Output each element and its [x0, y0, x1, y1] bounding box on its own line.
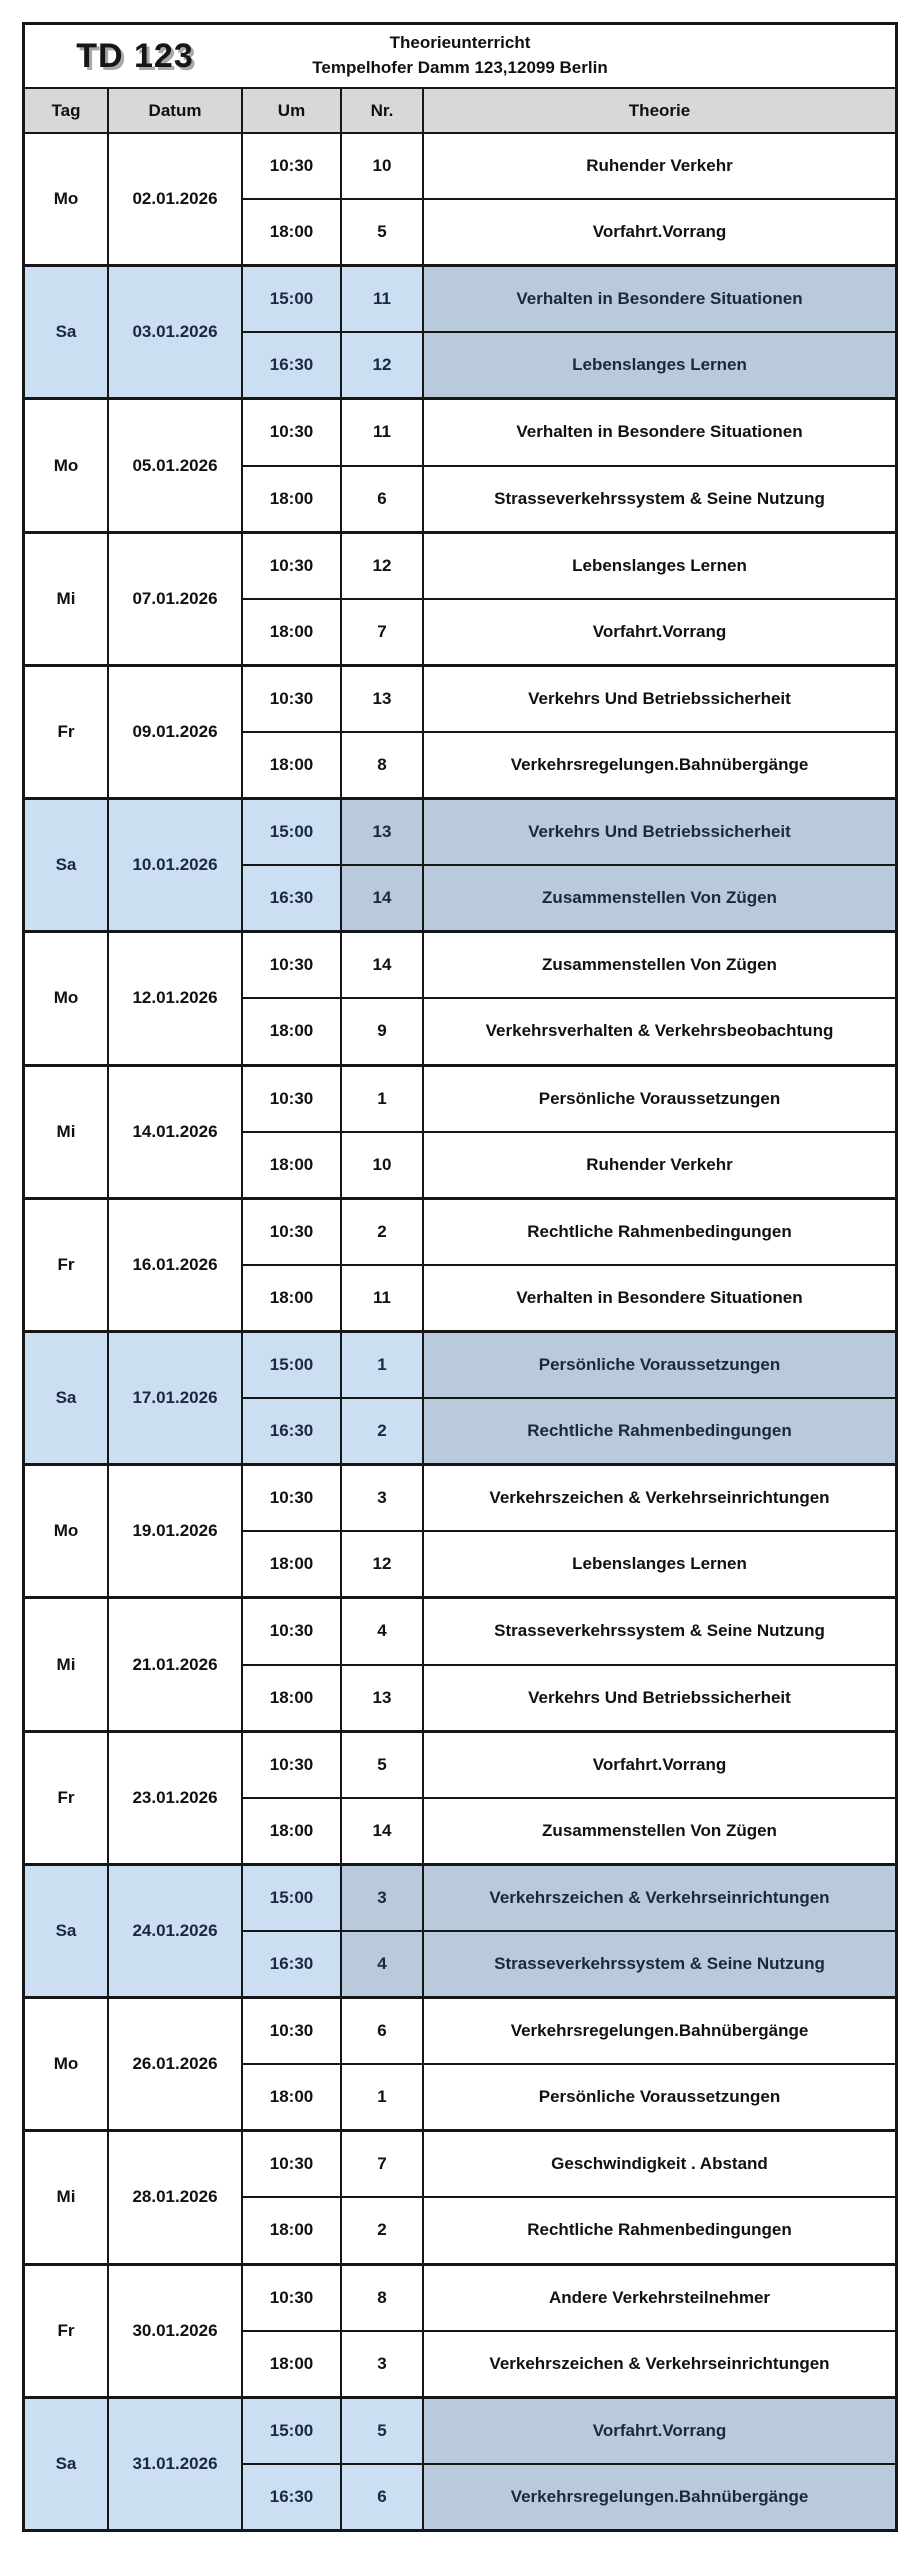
- lesson-row: [243, 1532, 895, 1596]
- day-cell: Mo: [25, 933, 109, 1063]
- lesson-row: [243, 1200, 895, 1266]
- lesson-row: [243, 467, 895, 531]
- time-cell: 16:30: [243, 2465, 342, 2529]
- time-cell: 18:00: [243, 1266, 342, 1330]
- lesson-row: [243, 1799, 895, 1863]
- lesson-number-cell: 6: [342, 2465, 424, 2529]
- topic-cell: Andere Verkehrsteilnehmer: [548, 2287, 771, 2307]
- day-cell: Mi: [25, 1067, 109, 1197]
- topic-cell: Verkehrsregelungen.Bahnübergänge: [510, 2021, 809, 2041]
- topic-cell: Verkehrszeichen & Verkehrseinrichtungen: [489, 1488, 830, 1508]
- date-cell: 19.01.2026: [109, 1466, 243, 1596]
- date-cell: 30.01.2026: [109, 2266, 243, 2396]
- time-cell: 10:30: [243, 1067, 342, 1131]
- time-cell: 18:00: [243, 1666, 342, 1730]
- lesson-number-cell: 10: [342, 134, 424, 198]
- time-cell: 15:00: [243, 2399, 342, 2463]
- title-line-1: Theorieunterricht: [389, 33, 531, 53]
- lesson-row: [243, 1067, 895, 1133]
- lesson-number-cell: 1: [342, 1067, 424, 1131]
- lesson-number-cell: 4: [342, 1932, 424, 1996]
- time-cell: 18:00: [243, 1133, 342, 1197]
- lesson-number-cell: 11: [342, 400, 424, 464]
- lesson-row: [243, 1266, 895, 1330]
- date-cell: 09.01.2026: [109, 667, 243, 797]
- date-cell: 14.01.2026: [109, 1067, 243, 1197]
- date-cell: 02.01.2026: [109, 134, 243, 264]
- day-cell: Sa: [25, 1866, 109, 1996]
- lesson-row: [243, 1466, 895, 1532]
- day-cell: Sa: [25, 2399, 109, 2529]
- time-cell: 16:30: [243, 866, 342, 930]
- day-cell: Mo: [25, 1999, 109, 2129]
- lesson-number-cell: 13: [342, 667, 424, 731]
- lesson-number-cell: 2: [342, 1399, 424, 1463]
- lesson-number-cell: 2: [342, 1200, 424, 1264]
- topic-cell: Verhalten in Besondere Situationen: [424, 267, 895, 331]
- lesson-row: [243, 999, 895, 1063]
- topic-cell: Persönliche Voraussetzungen: [424, 1333, 895, 1397]
- lesson-row: [243, 733, 895, 797]
- column-header-tag: Tag: [25, 89, 109, 132]
- lesson-number-cell: 5: [342, 200, 424, 264]
- date-cell: 28.01.2026: [109, 2132, 243, 2262]
- schedule-day-block: [25, 1067, 895, 1200]
- lesson-number-cell: 11: [342, 1266, 424, 1330]
- schedule-day-block: [25, 1333, 895, 1466]
- date-cell: 26.01.2026: [109, 1999, 243, 2129]
- day-cell: Sa: [25, 800, 109, 930]
- lesson-row: [243, 2332, 895, 2396]
- topic-cell: Verkehrsverhalten & Verkehrsbeobachtung: [485, 1021, 834, 1041]
- lesson-row: [243, 1866, 895, 1932]
- column-header-nr: Nr.: [342, 89, 424, 132]
- column-header-theorie: Theorie: [628, 100, 691, 120]
- lesson-number-cell: 7: [342, 600, 424, 664]
- lesson-number-cell: 12: [342, 1532, 424, 1596]
- lesson-row: [243, 667, 895, 733]
- time-cell: 18:00: [243, 1532, 342, 1596]
- lesson-row: [243, 2399, 895, 2465]
- schedule-day-block: [25, 1866, 895, 1999]
- lesson-number-cell: 14: [342, 933, 424, 997]
- lesson-number-cell: 14: [342, 866, 424, 930]
- topic-cell: Zusammenstellen Von Zügen: [542, 955, 777, 975]
- topic-cell: Vorfahrt.Vorrang: [592, 621, 727, 641]
- date-cell: 24.01.2026: [109, 1866, 243, 1996]
- lesson-row: [243, 866, 895, 930]
- topic-cell: Verhalten in Besondere Situationen: [516, 422, 803, 442]
- time-cell: 10:30: [243, 2132, 342, 2196]
- time-cell: 10:30: [243, 1999, 342, 2063]
- lesson-row: [243, 1666, 895, 1730]
- lesson-row: [243, 1599, 895, 1665]
- topic-cell: Lebenslanges Lernen: [572, 555, 747, 575]
- lesson-number-cell: 6: [342, 1999, 424, 2063]
- date-cell: 23.01.2026: [109, 1733, 243, 1863]
- schedule-day-block: [25, 1466, 895, 1599]
- time-cell: 18:00: [243, 1799, 342, 1863]
- date-cell: 16.01.2026: [109, 1200, 243, 1330]
- date-cell: 03.01.2026: [109, 267, 243, 397]
- topic-cell: Vorfahrt.Vorrang: [592, 1754, 727, 1774]
- day-cell: Mi: [25, 2132, 109, 2262]
- day-cell: Fr: [25, 2266, 109, 2396]
- time-cell: 10:30: [243, 667, 342, 731]
- column-header-row: [25, 89, 895, 134]
- time-cell: 10:30: [243, 400, 342, 464]
- lesson-row: [243, 333, 895, 397]
- lesson-row: [243, 800, 895, 866]
- schedule-day-block: [25, 134, 895, 267]
- topic-cell: Vorfahrt.Vorrang: [424, 2399, 895, 2463]
- title-line-2: Tempelhofer Damm 123,12099 Berlin: [312, 58, 608, 77]
- lesson-row: [243, 2266, 895, 2332]
- lesson-row: [243, 2065, 895, 2129]
- schedule-day-block: [25, 667, 895, 800]
- topic-cell: Ruhender Verkehr: [586, 156, 733, 176]
- course-code: TD 123: [76, 36, 194, 75]
- topic-cell: Persönliche Voraussetzungen: [538, 2087, 781, 2107]
- day-cell: Mi: [25, 1599, 109, 1729]
- lesson-row: [243, 1399, 895, 1463]
- day-cell: Mo: [25, 134, 109, 264]
- column-header-um: Um: [243, 89, 342, 132]
- lesson-number-cell: 10: [342, 1133, 424, 1197]
- time-cell: 18:00: [243, 733, 342, 797]
- schedule-day-block: [25, 2399, 895, 2529]
- lesson-row: [243, 600, 895, 664]
- time-cell: 16:30: [243, 1399, 342, 1463]
- time-cell: 18:00: [243, 600, 342, 664]
- topic-cell: Strasseverkehrssystem & Seine Nutzung: [494, 488, 825, 508]
- time-cell: 18:00: [243, 2198, 342, 2262]
- time-cell: 10:30: [243, 1733, 342, 1797]
- theory-schedule-table: [22, 22, 898, 2532]
- topic-cell: Verkehrsregelungen.Bahnübergänge: [510, 755, 809, 775]
- lesson-row: [243, 200, 895, 264]
- time-cell: 10:30: [243, 1200, 342, 1264]
- time-cell: 18:00: [243, 200, 342, 264]
- lesson-row: [243, 400, 895, 466]
- day-cell: Mo: [25, 400, 109, 530]
- lesson-number-cell: 3: [342, 2332, 424, 2396]
- lesson-number-cell: 8: [342, 733, 424, 797]
- time-cell: 15:00: [243, 800, 342, 864]
- time-cell: 16:30: [243, 1932, 342, 1996]
- schedule-day-block: [25, 1999, 895, 2132]
- topic-cell: Strasseverkehrssystem & Seine Nutzung: [424, 1932, 895, 1996]
- day-cell: Fr: [25, 1200, 109, 1330]
- day-cell: Sa: [25, 267, 109, 397]
- lesson-row: [243, 534, 895, 600]
- schedule-day-block: [25, 1733, 895, 1866]
- time-cell: 18:00: [243, 2332, 342, 2396]
- lesson-row: [243, 1932, 895, 1996]
- time-cell: 18:00: [243, 467, 342, 531]
- day-cell: Fr: [25, 667, 109, 797]
- lesson-number-cell: 11: [342, 267, 424, 331]
- time-cell: 10:30: [243, 1599, 342, 1663]
- lesson-number-cell: 6: [342, 467, 424, 531]
- lesson-row: [243, 2198, 895, 2262]
- lesson-number-cell: 9: [342, 999, 424, 1063]
- topic-cell: Verkehrs Und Betriebssicherheit: [528, 1687, 791, 1707]
- topic-cell: Strasseverkehrssystem & Seine Nutzung: [494, 1621, 825, 1641]
- school-address-block: [312, 31, 607, 80]
- date-cell: 10.01.2026: [109, 800, 243, 930]
- schedule-day-block: [25, 2266, 895, 2399]
- lesson-row: [243, 1999, 895, 2065]
- lesson-number-cell: 1: [342, 1333, 424, 1397]
- time-cell: 18:00: [243, 2065, 342, 2129]
- lesson-number-cell: 12: [342, 333, 424, 397]
- day-cell: Mo: [25, 1466, 109, 1596]
- day-cell: Sa: [25, 1333, 109, 1463]
- lesson-row: [243, 267, 895, 333]
- time-cell: 10:30: [243, 134, 342, 198]
- schedule-day-block: [25, 2132, 895, 2265]
- topic-cell: Verkehrs Und Betriebssicherheit: [424, 800, 895, 864]
- topic-cell: Verhalten in Besondere Situationen: [516, 1287, 803, 1307]
- topic-cell: Zusammenstellen Von Zügen: [424, 866, 895, 930]
- table-title-band: [25, 25, 895, 89]
- topic-cell: Geschwindigkeit . Abstand: [551, 2154, 768, 2174]
- lesson-row: [243, 933, 895, 999]
- lesson-number-cell: 5: [342, 1733, 424, 1797]
- time-cell: 15:00: [243, 1866, 342, 1930]
- schedule-day-block: [25, 267, 895, 400]
- topic-cell: Vorfahrt.Vorrang: [592, 222, 727, 242]
- topic-cell: Verkehrszeichen & Verkehrseinrichtungen: [424, 1866, 895, 1930]
- date-cell: 05.01.2026: [109, 400, 243, 530]
- lesson-number-cell: 8: [342, 2266, 424, 2330]
- topic-cell: Zusammenstellen Von Zügen: [542, 1820, 777, 1840]
- day-cell: Fr: [25, 1733, 109, 1863]
- topic-cell: Lebenslanges Lernen: [424, 333, 895, 397]
- time-cell: 15:00: [243, 1333, 342, 1397]
- schedule-body: [25, 134, 895, 2529]
- time-cell: 16:30: [243, 333, 342, 397]
- lesson-row: [243, 2465, 895, 2529]
- lesson-number-cell: 14: [342, 1799, 424, 1863]
- lesson-number-cell: 13: [342, 1666, 424, 1730]
- topic-cell: Lebenslanges Lernen: [572, 1554, 747, 1574]
- date-cell: 07.01.2026: [109, 534, 243, 664]
- topic-cell: Persönliche Voraussetzungen: [538, 1088, 781, 1108]
- lesson-number-cell: 4: [342, 1599, 424, 1663]
- date-cell: 31.01.2026: [109, 2399, 243, 2529]
- lesson-number-cell: 2: [342, 2198, 424, 2262]
- topic-cell: Verkehrsregelungen.Bahnübergänge: [424, 2465, 895, 2529]
- column-header-datum: Datum: [109, 89, 243, 132]
- time-cell: 18:00: [243, 999, 342, 1063]
- date-cell: 12.01.2026: [109, 933, 243, 1063]
- lesson-row: [243, 134, 895, 200]
- date-cell: 17.01.2026: [109, 1333, 243, 1463]
- date-cell: 21.01.2026: [109, 1599, 243, 1729]
- schedule-day-block: [25, 1599, 895, 1732]
- topic-cell: Verkehrszeichen & Verkehrseinrichtungen: [489, 2353, 830, 2373]
- lesson-row: [243, 1333, 895, 1399]
- lesson-number-cell: 1: [342, 2065, 424, 2129]
- time-cell: 10:30: [243, 2266, 342, 2330]
- time-cell: 10:30: [243, 534, 342, 598]
- topic-cell: Verkehrs Und Betriebssicherheit: [528, 688, 791, 708]
- schedule-day-block: [25, 933, 895, 1066]
- lesson-number-cell: 3: [342, 1466, 424, 1530]
- time-cell: 15:00: [243, 267, 342, 331]
- topic-cell: Rechtliche Rahmenbedingungen: [527, 2220, 792, 2240]
- topic-cell: Rechtliche Rahmenbedingungen: [527, 1221, 792, 1241]
- lesson-row: [243, 2132, 895, 2198]
- schedule-day-block: [25, 800, 895, 933]
- lesson-number-cell: 5: [342, 2399, 424, 2463]
- lesson-row: [243, 1733, 895, 1799]
- day-cell: Mi: [25, 534, 109, 664]
- lesson-number-cell: 3: [342, 1866, 424, 1930]
- topic-cell: Ruhender Verkehr: [586, 1154, 733, 1174]
- topic-cell: Rechtliche Rahmenbedingungen: [424, 1399, 895, 1463]
- schedule-day-block: [25, 1200, 895, 1333]
- lesson-number-cell: 13: [342, 800, 424, 864]
- schedule-day-block: [25, 400, 895, 533]
- schedule-day-block: [25, 534, 895, 667]
- lesson-number-cell: 7: [342, 2132, 424, 2196]
- lesson-number-cell: 12: [342, 534, 424, 598]
- lesson-row: [243, 1133, 895, 1197]
- time-cell: 10:30: [243, 933, 342, 997]
- time-cell: 10:30: [243, 1466, 342, 1530]
